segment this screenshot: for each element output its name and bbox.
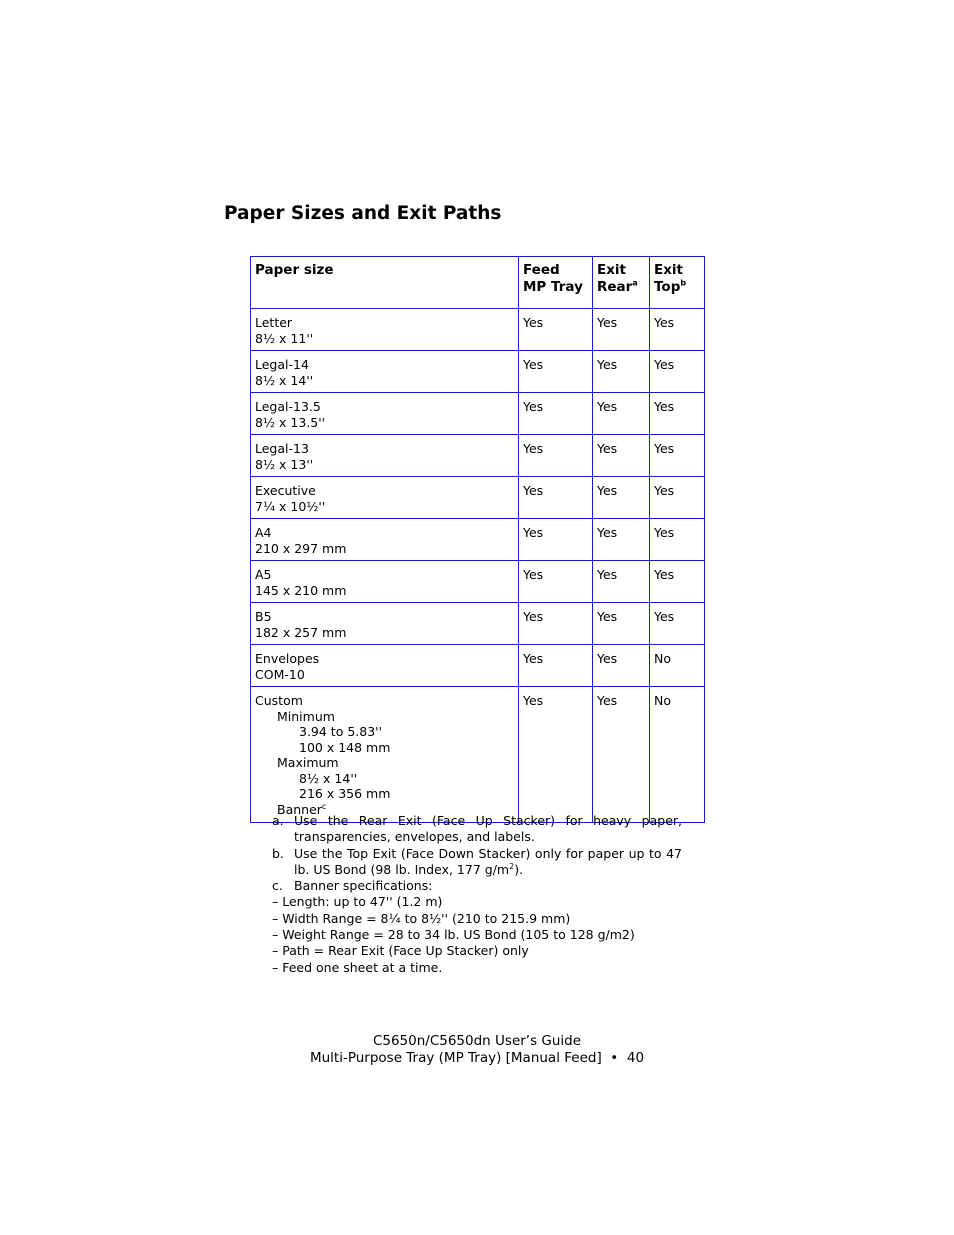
cell-paper-size: Executive 7¼ x 10½'' [251, 477, 519, 519]
list-item: – Length: up to 47'' (1.2 m) [272, 894, 443, 910]
footer-guide-title: C5650n/C5650dn User’s Guide [372, 1033, 582, 1049]
table-row [251, 477, 705, 519]
cell-paper-size: A5 145 x 210 mm [251, 561, 519, 603]
cell-exit-rear: Yes [593, 519, 650, 561]
cell-exit-rear: Yes [593, 435, 650, 477]
cell-feed: Yes [519, 435, 593, 477]
list-item: – Weight Range = 28 to 34 lb. US Bond (105 to 128 g/m2) [272, 927, 635, 943]
cell-exit-top: Yes [650, 351, 705, 393]
table-row [251, 603, 705, 645]
banner-spec-list [272, 894, 682, 975]
page-title: Paper Sizes and Exit Paths [224, 203, 502, 224]
cell-paper-size: Custom Minimum 3.94 to 5.83'' 100 x 148 mm Maximum 8½ x 14'' 216 x 356 mm Banner$^c$ [251, 687, 519, 823]
table-header-row [251, 257, 705, 309]
header-feed-mp-tray: Feed MP Tray [519, 257, 593, 309]
cell-feed: Yes [519, 309, 593, 351]
cell-exit-top: No [650, 645, 705, 687]
cell-paper-size: Envelopes COM-10 [251, 645, 519, 687]
cell-paper-size: Legal-14 8½ x 14'' [251, 351, 519, 393]
header-paper-size: Paper size [251, 257, 519, 309]
cell-exit-top: Yes [650, 477, 705, 519]
cell-exit-rear: Yes [593, 351, 650, 393]
cell-paper-size: B5 182 x 257 mm [251, 603, 519, 645]
paper-sizes-table [250, 256, 705, 823]
cell-exit-rear: Yes [593, 561, 650, 603]
cell-feed: Yes [519, 603, 593, 645]
cell-exit-top: No [650, 687, 705, 823]
cell-exit-top: Yes [650, 393, 705, 435]
cell-feed: Yes [519, 561, 593, 603]
cell-feed: Yes [519, 687, 593, 823]
cell-exit-rear: Yes [593, 687, 650, 823]
cell-exit-top: Yes [650, 309, 705, 351]
table-row [251, 309, 705, 351]
list-item: – Path = Rear Exit (Face Up Stacker) only [272, 943, 529, 959]
cell-exit-top: Yes [650, 435, 705, 477]
footnote-c: c. Banner specifications: [272, 878, 433, 894]
cell-paper-size: Letter 8½ x 11'' [251, 309, 519, 351]
cell-feed: Yes [519, 519, 593, 561]
header-exit-rear: Exit Rear$^a$ [593, 257, 650, 309]
cell-feed: Yes [519, 351, 593, 393]
table-row [251, 645, 705, 687]
cell-paper-size: Legal-13 8½ x 13'' [251, 435, 519, 477]
cell-exit-top: Yes [650, 561, 705, 603]
footnote-b: b. Use the Top Exit (Face Down Stacker) only for paper up to 47 lb. US Bond (98 lb. Index, 177 $g/m^2$). [272, 845, 682, 877]
cell-exit-top: Yes [650, 603, 705, 645]
footnotes [272, 813, 682, 976]
cell-feed: Yes [519, 645, 593, 687]
list-item: – Feed one sheet at a time. [272, 959, 443, 975]
header-exit-top: Exit Top$^b$ [650, 257, 705, 309]
cell-paper-size: Legal-13.5 8½ x 13.5'' [251, 393, 519, 435]
table-row [251, 435, 705, 477]
table-row [251, 519, 705, 561]
cell-exit-top: Yes [650, 519, 705, 561]
cell-exit-rear: Yes [593, 393, 650, 435]
table-row-custom [251, 687, 705, 823]
footnote-a: a. Use the Rear Exit (Face Up Stacker) for heavy paper, transparencies, envelopes, and labels. [272, 813, 682, 845]
table-row [251, 561, 705, 603]
cell-exit-rear: Yes [593, 477, 650, 519]
table-row [251, 351, 705, 393]
cell-feed: Yes [519, 393, 593, 435]
table-row [251, 393, 705, 435]
cell-feed: Yes [519, 477, 593, 519]
cell-paper-size: A4 210 x 297 mm [251, 519, 519, 561]
list-item: – Width Range = 8¼ to 8½'' (210 to 215.9 mm) [272, 910, 571, 926]
cell-exit-rear: Yes [593, 309, 650, 351]
cell-exit-rear: Yes [593, 645, 650, 687]
footer-section-page: Multi-Purpose Tray (MP Tray) [Manual Feed] • 40 [309, 1050, 645, 1066]
cell-exit-rear: Yes [593, 603, 650, 645]
